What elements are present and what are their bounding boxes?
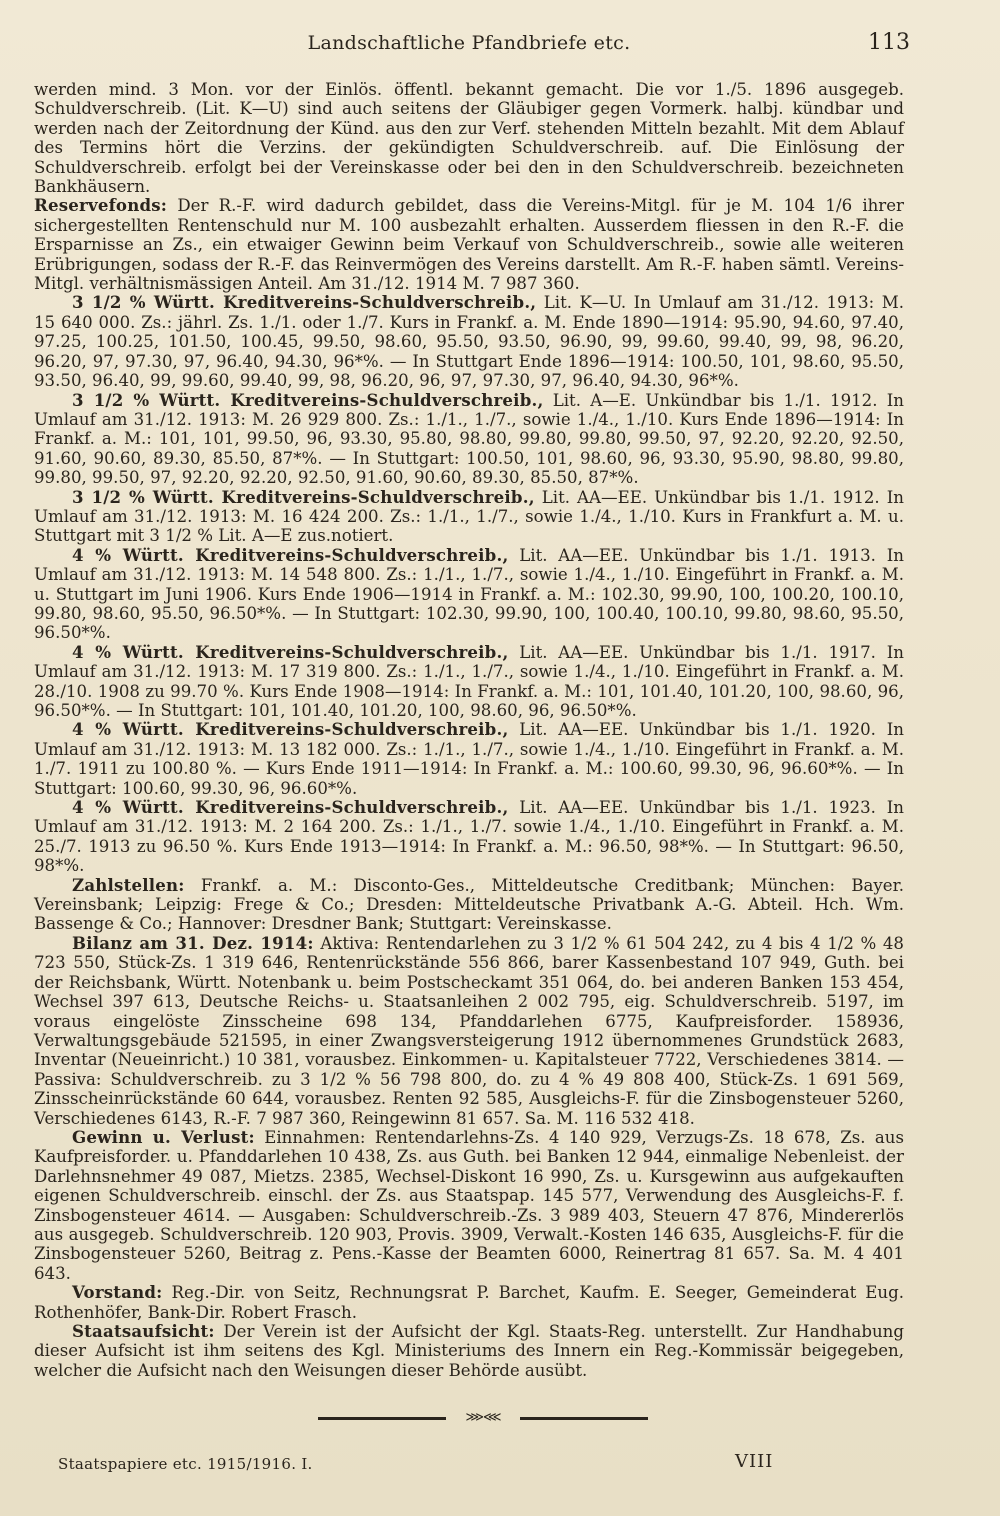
paragraph: [34, 488, 904, 546]
running-title: Landschaftliche Pfandbriefe etc.: [307, 32, 631, 54]
paragraph-keyword: Zahlstellen:: [72, 874, 185, 895]
paragraph: [34, 391, 904, 488]
paragraph: [34, 293, 904, 390]
paragraph: [34, 1128, 904, 1283]
ornamental-divider: [318, 1410, 648, 1426]
paragraph-text: Lit. AA—EE. Unkündbar bis 1./1. 1912. In Umlauf am 31./12. 1913: M. 16 424 200. Zs.: 1./1., 1./7., sowie 1./4., 1./10. Kurs in Frankfurt a. M. u. Stuttgart mit 3 1/2 % Lit. A—E zus.notiert.: [34, 487, 904, 546]
divider-rule-right: [520, 1417, 648, 1420]
paragraph-text: Der R.-F. wird dadurch gebildet, dass die Vereins-Mitgl. für je M. 104 1/6 ihrer sichergestellten Rentenschuld nur M. 100 ausbezahlt erhalten. Ausserdem fliessen in den R.-F. die Ersparnisse an Zs., ein etwaiger Gewinn beim Verkauf von Schuldverschreib., sowie alle weiteren Erübrigungen, sodass der R.-F. das Reinvermögen des Vereins darstellt. Am R.-F. haben sämtl. Vereins-Mitgl. verhältnismässigen Anteil. Am 31./12. 1914 M. 7 987 360.: [34, 196, 904, 294]
paragraph-keyword: 4 % Württ. Kreditvereins-Schuldverschreib.,: [72, 641, 509, 662]
ornament-icon: ⋙⋘: [465, 1410, 501, 1425]
paragraph: [34, 196, 904, 293]
paragraph-keyword: 4 % Württ. Kreditvereins-Schuldverschreib.,: [72, 797, 509, 818]
paragraph-keyword: Bilanz am 31. Dez. 1914:: [72, 932, 314, 953]
footer-sheet-mark: VIII: [735, 1451, 774, 1472]
paragraph-keyword: 3 1/2 % Württ. Kreditvereins-Schuldverschreib.,: [72, 486, 535, 507]
paragraph-keyword: 4 % Württ. Kreditvereins-Schuldverschreib.,: [72, 719, 509, 740]
footer-signature: Staatspapiere etc. 1915/1916. I.: [58, 1455, 313, 1473]
paragraph-text: Lit. K—U. In Umlauf am 31./12. 1913: M. 15 640 000. Zs.: jährl. Zs. 1./1. oder 1./7. Kurs in Frankf. a. M. Ende 1890—1914: 95.90, 94.60, 97.40, 97.25, 100.25, 101.50, 100.45, 99.50, 98.60, 95.50, 93.50, 96.90, 99, 99.60, 99.40, 99, 98, 96.20, 96.20, 97, 97.30, 97, 96.40, 94.30, 96*%. — In Stuttgart Ende 1896—1914: 100.50, 101, 98.60, 95.50, 93.50, 96.40, 99, 99.60, 99.40, 99, 98, 96.20, 96, 97, 97.30, 97, 96.40, 94.30, 96*%.: [34, 293, 904, 391]
paragraph-keyword: Staatsaufsicht:: [72, 1321, 215, 1341]
body-text: [34, 80, 904, 1380]
paragraph: [34, 1283, 904, 1322]
paragraph-text: Lit. AA—EE. Unkündbar bis 1./1. 1923. In Umlauf am 31./12. 1913: M. 2 164 200. Zs.: 1./1., 1./7. sowie 1./4., 1./10. Eingeführt in Frankf. a. M. 25./7. 1913 zu 96.50 %. Kurs Ende 1913—1914: In Frankf. a. M.: 96.50, 98*%. — In Stuttgart: 96.50, 98*%.: [34, 798, 904, 876]
page-number: 113: [868, 30, 910, 55]
paragraph: [34, 876, 904, 934]
paragraph-text: Aktiva: Rentendarlehen zu 3 1/2 % 61 504 242, zu 4 bis 4 1/2 % 48 723 550, Stück-Zs. 1 319 646, Rentenrückstände 556 866, barer Kassenbestand 107 949, Guth. bei der Reichsbank, Württ. Notenbank u. beim Postscheckamt 351 064, do. bei anderen Banken 153 454, Wechsel 397 613, Deutsche Reichs- u. Staatsanleihen 2 002 795, eig. Schuldverschreib. 5197, im voraus eingelöste Zinsscheine 698 134, Pfanddarlehen 6775, Kaufpreisforder. 158936, Verwaltungsgebäude 521595, in einer Zwangsversteigerung 1912 übernommenes Grundstück 2683, Inventar (Neueinricht.) 10 381, vorausbez. Einkommen- u. Kapitalsteuer 7722, Verschiedenes 3814. — Passiva: Schuldverschreib. zu 3 1/2 % 56 798 800, do. zu 4 % 49 808 400, Stück-Zs. 1 691 569, Zinsscheinrückstände 60 644, vorausbez. Renten 92 585, Ausgleichs-F. für die Zinsbogensteuer 5260, Verschiedenes 6143, R.-F. 7 987 360, Reingewinn 81 657. Sa. M. 116 532 418.: [34, 933, 904, 1128]
paragraph: [34, 798, 904, 876]
paragraph-keyword: 3 1/2 % Württ. Kreditvereins-Schuldverschreib.,: [72, 389, 544, 410]
paragraph: [34, 546, 904, 643]
paragraph-text: Lit. A—E. Unkündbar bis 1./1. 1912. In Umlauf am 31./12. 1913: M. 26 929 800. Zs.: 1./1., 1./7., sowie 1./4., 1./10. Kurs Ende 1896—1914: In Frankf. a. M.: 101, 101, 99.50, 96, 93.30, 95.80, 98.80, 99.80, 99.80, 99.50, 97, 92.20, 92.20, 92.50, 91.60, 90.60, 89.30, 85.50, 87*%. — In Stuttgart: 100.50, 101, 98.60, 96, 93.30, 95.90, 98.80, 99.80, 99.80, 99.50, 97, 92.20, 92.20, 92.50, 91.60, 90.60, 89.30, 85.50, 87*%.: [34, 390, 904, 488]
paragraph-keyword: 3 1/2 % Württ. Kreditvereins-Schuldverschreib.,: [72, 292, 537, 313]
paragraph-keyword: 4 % Württ. Kreditvereins-Schuldverschreib.,: [72, 544, 509, 565]
divider-rule-left: [318, 1417, 446, 1420]
paragraph-text: Lit. AA—EE. Unkündbar bis 1./1. 1917. In Umlauf am 31./12. 1913: M. 17 319 800. Zs.: 1./1., 1./7., sowie 1./4., 1./10. Eingeführt in Frankf. a. M. 28./10. 1908 zu 99.70 %. Kurs Ende 1908—1914: In Frankf. a. M.: 101, 101.40, 101.20, 100, 98.60, 96, 96.50*%. — In Stuttgart: 101, 101.40, 101.20, 100, 98.60, 96, 96.50*%.: [34, 642, 904, 720]
paragraph: [34, 643, 904, 721]
paragraph-keyword: Gewinn u. Verlust:: [72, 1126, 255, 1147]
paragraph-text: Lit. AA—EE. Unkündbar bis 1./1. 1920. In Umlauf am 31./12. 1913: M. 13 182 000. Zs.: 1./1., 1./7., sowie 1./4., 1./10. Eingeführt in Frankf. a. M. 1./7. 1911 zu 100.80 %. — Kurs Ende 1911—1914: In Frankf. a. M.: 100.60, 99.30, 96, 96.60*%. — In Stuttgart: 100.60, 99.30, 96, 96.60*%.: [34, 720, 904, 798]
running-header: [30, 30, 908, 58]
paragraph: [34, 934, 904, 1128]
paragraph-text: Reg.-Dir. von Seitz, Rechnungsrat P. Barchet, Kaufm. E. Seeger, Gemeinderat Eug. Rothenhöfer, Bank-Dir. Robert Frasch.: [34, 1283, 904, 1322]
paragraph-text: Einnahmen: Rentendarlehns-Zs. 4 140 929, Verzugs-Zs. 18 678, Zs. aus Kaufpreisforder. u. Pfanddarlehen 10 438, Zs. aus Guth. bei Banken 12 944, einmalige Nebenleist. der Darlehnsnehmer 49 087, Mietzs. 2385, Wechsel-Diskont 16 990, Zs. u. Kursgewinn aus aufgekauften eigenen Schuldverschreib. einschl. der Zs. aus Staatspap. 145 577, Verwendung des Ausgleichs-F. f. Zinsbogensteuer 4614. — Ausgaben: Schuldverschreib.-Zs. 3 989 403, Steuern 47 876, Mindererlös aus ausgegeb. Schuldverschreib. 120 903, Provis. 3909, Verwalt.-Kosten 146 635, Ausgleichs-F. für die Zinsbogensteuer 5260, Beitrag z. Pens.-Kasse der Beamten 6000, Reinertrag 81 657. Sa. M. 4 401 643.: [34, 1127, 905, 1283]
paragraph: [34, 720, 904, 798]
paragraph-text: Der Verein ist der Aufsicht der Kgl. Staats-Reg. unterstellt. Zur Handhabung dieser Aufsicht ist ihm seitens des Kgl. Ministeriums des Innern ein Reg.-Kommissär beigegeben, welcher die Aufsicht nach den Weisungen dieser Behörde ausübt.: [34, 1322, 904, 1380]
paragraph-keyword: Reservefonds:: [34, 195, 168, 216]
paragraph: [34, 1322, 904, 1380]
paragraph: [34, 80, 904, 196]
paragraph-text: werden mind. 3 Mon. vor der Einlös. öffentl. bekannt gemacht. Die vor 1./5. 1896 ausgegeb. Schuldverschreib. (Lit. K—U) sind auch seitens der Gläubiger gegen Vormerk. halbj. kündbar und werden nach der Zeitordnung der Künd. aus den zur Verf. stehenden Mitteln bezahlt. Mit dem Ablauf des Termins hört die Verzins. der gekündigten Schuldverschreib. auf. Die Einlösung der Schuldverschreib. erfolgt bei der Vereinskasse oder bei den in den Schuldverschreib. bezeichneten Bankhäusern.: [34, 80, 904, 197]
paragraph-text: Frankf. a. M.: Disconto-Ges., Mitteldeutsche Creditbank; München: Bayer. Vereinsbank; Leipzig: Frege & Co.; Dresden: Mitteldeutsche Privatbank A.-G. Abteil. Hch. Wm. Bassenge & Co.; Hannover: Dresdner Bank; Stuttgart: Vereinskasse.: [34, 875, 904, 934]
paragraph-text: Lit. AA—EE. Unkündbar bis 1./1. 1913. In Umlauf am 31./12. 1913: M. 14 548 800. Zs.: 1./1., 1./7., sowie 1./4., 1./10. Eingeführt in Frankf. a. M. u. Stuttgart im Juni 1906. Kurs Ende 1906—1914 in Frankf. a. M.: 102.30, 99.90, 100, 100.20, 100.10, 99.80, 98.60, 95.50, 96.50*%. — In Stuttgart: 102.30, 99.90, 100, 100.40, 100.10, 99.80, 98.60, 95.50, 96.50*%.: [34, 545, 904, 643]
paragraph-keyword: Vorstand:: [72, 1282, 163, 1303]
